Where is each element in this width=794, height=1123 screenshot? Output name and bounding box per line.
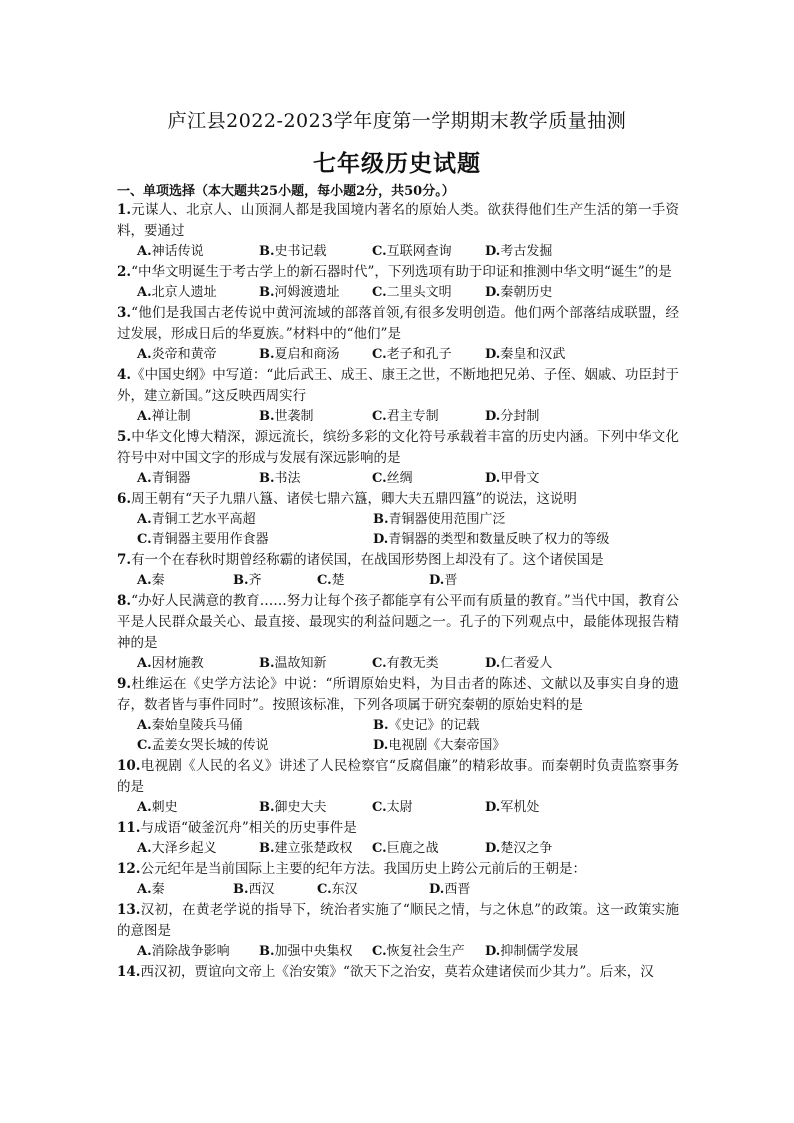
answer-option[interactable] <box>137 345 217 365</box>
answer-option[interactable] <box>259 242 327 262</box>
question-stem: 汉初，在黄老学说的指导下，统治者实施了“顺民之情，与之休息”的政策。这一政策实施的意图是 <box>117 902 679 939</box>
option-letter: A. <box>137 285 152 300</box>
option-letter: C. <box>372 800 387 815</box>
question-item <box>117 365 679 427</box>
option-text: 秦皇和汉武 <box>500 347 566 362</box>
option-text: 晋 <box>444 573 458 588</box>
option-letter: B. <box>259 800 275 815</box>
option-text: 青铜工艺水平高超 <box>151 512 256 527</box>
option-row <box>117 242 679 262</box>
answer-option[interactable] <box>485 345 565 365</box>
answer-option[interactable] <box>485 283 552 303</box>
option-letter: A. <box>137 573 152 588</box>
answer-option[interactable] <box>373 736 505 756</box>
question-stem: 公元纪年是当前国际上主要的纪年方法。我国历史上跨公元前后的王朝是： <box>140 861 586 877</box>
option-text: 齐 <box>248 573 262 588</box>
answer-option[interactable] <box>259 942 353 962</box>
option-text: 秦始皇陵兵马俑 <box>151 718 243 733</box>
option-text: 分封制 <box>500 409 540 424</box>
answer-option[interactable] <box>372 469 413 489</box>
option-text: 楚汉之争 <box>500 841 553 856</box>
option-letter: A. <box>137 512 152 527</box>
option-text: 仁者爱人 <box>500 656 553 671</box>
option-letter: B. <box>259 471 275 486</box>
question-stem: 电视剧《人民的名义》讲述了人民检察官“反腐倡廉”的精彩故事。而秦朝时负责监察事务的是 <box>117 758 679 795</box>
option-letter: D. <box>373 532 389 547</box>
question-item <box>117 859 679 900</box>
answer-option[interactable] <box>373 530 609 550</box>
question-number: 14. <box>117 964 141 980</box>
answer-option[interactable] <box>317 880 358 900</box>
question-item <box>117 262 679 303</box>
answer-option[interactable] <box>233 880 275 900</box>
option-letter: A. <box>137 800 152 815</box>
question-stem: 中华文化博大精深，源远流长，缤纷多彩的文化符号承载着丰富的历史内涵。下列中华文化符号中对中国文字的形成与发展有深远影响的是 <box>117 429 679 466</box>
option-row <box>117 880 679 900</box>
question-stem: 与成语“破釜沉舟”相关的历史事件是 <box>140 820 357 836</box>
answer-option[interactable] <box>137 242 204 262</box>
option-letter: C. <box>317 573 332 588</box>
answer-option[interactable] <box>137 571 165 591</box>
option-letter: A. <box>137 244 152 259</box>
option-text: 太尉 <box>386 800 413 815</box>
answer-option[interactable] <box>259 345 340 365</box>
option-text: 互联网查询 <box>386 244 452 259</box>
option-row <box>117 345 679 365</box>
question-stem: “中华文明诞生于考古学上的新石器时代”，下列选项有助于印证和推测中华文明“诞生”的是 <box>131 264 672 280</box>
option-text: 消除战争影响 <box>151 944 230 959</box>
question-text <box>117 427 679 469</box>
option-text: 东汉 <box>331 882 358 897</box>
option-text: 史书记载 <box>274 244 327 259</box>
question-number: 12. <box>117 861 141 877</box>
option-row <box>117 654 679 674</box>
option-text: 北京人遗址 <box>151 285 217 300</box>
option-text: 甲骨文 <box>500 471 540 486</box>
option-row <box>117 716 679 736</box>
option-text: 青铜器使用范围广泛 <box>388 512 506 527</box>
option-letter: D. <box>485 841 501 856</box>
question-stem: 元谋人、北京人、山顶洞人都是我国境内著名的原始人类。欲获得他们生产生活的第一手资料，要通过 <box>117 202 679 239</box>
answer-option[interactable] <box>259 469 301 489</box>
question-text <box>117 674 679 716</box>
answer-option[interactable] <box>372 654 439 674</box>
question-item <box>117 818 679 859</box>
answer-option[interactable] <box>373 716 480 736</box>
option-text: 大泽乡起义 <box>151 841 217 856</box>
option-letter: B. <box>259 409 275 424</box>
answer-option[interactable] <box>259 407 314 427</box>
option-text: 抑制儒学发展 <box>500 944 579 959</box>
answer-option[interactable] <box>137 469 191 489</box>
option-letter: D. <box>485 244 501 259</box>
option-letter: C. <box>372 409 387 424</box>
question-text <box>117 591 679 654</box>
question-text <box>117 489 679 510</box>
option-letter: A. <box>137 882 152 897</box>
exam-title: 庐江县2022-2023学年度第一学期期末教学质量抽测 <box>167 110 627 132</box>
answer-option[interactable] <box>372 407 439 427</box>
answer-option[interactable] <box>372 345 452 365</box>
answer-option[interactable] <box>137 942 230 962</box>
option-text: 西晋 <box>444 882 471 897</box>
question-stem: “办好人民满意的教育……努力让每个孩子都能享有公平而有质量的教育。”当代中国，教育公平是人民群众最关心、最直接、最现实的利益问题之一。孔子的下列观点中，最能体现报告精神的是 <box>117 593 679 651</box>
option-letter: A. <box>137 841 152 856</box>
option-letter: D. <box>429 573 445 588</box>
option-text: 秦 <box>151 573 165 588</box>
question-item <box>117 303 679 365</box>
option-text: 恢复社会生产 <box>386 944 465 959</box>
answer-option[interactable] <box>137 798 178 818</box>
option-text: 秦 <box>151 882 165 897</box>
option-text: 加强中央集权 <box>274 944 353 959</box>
answer-option[interactable] <box>372 839 439 859</box>
question-stem: 《中国史纲》中写道：“此后武王、成王、康王之世，不断地把兄弟、子侄、姻戚、功臣封于外，建立新国。”这反映西周实行 <box>117 367 679 404</box>
answer-option[interactable] <box>233 571 262 591</box>
question-text <box>117 262 679 283</box>
exam-subtitle: 七年级历史试题 <box>313 150 481 177</box>
option-letter: B. <box>259 285 275 300</box>
question-number: 11. <box>117 820 141 836</box>
question-number: 9. <box>117 676 132 692</box>
question-item <box>117 591 679 674</box>
option-letter: C. <box>372 347 387 362</box>
option-text: 巨鹿之战 <box>386 841 439 856</box>
question-text <box>117 550 679 571</box>
option-letter: C. <box>137 532 152 547</box>
question-number: 3. <box>117 305 132 321</box>
answer-option[interactable] <box>137 736 269 756</box>
question-number: 2. <box>117 264 132 280</box>
option-text: 书法 <box>274 471 301 486</box>
answer-option[interactable] <box>137 654 204 674</box>
question-item <box>117 550 679 591</box>
option-row <box>117 283 679 303</box>
section-heading: 一、单项选择（本大题共25小题，每小题2分，共50分。） <box>117 184 455 199</box>
answer-option[interactable] <box>429 571 457 591</box>
option-text: 禅让制 <box>151 409 191 424</box>
answer-option[interactable] <box>485 407 539 427</box>
question-item <box>117 427 679 489</box>
option-letter: D. <box>485 944 501 959</box>
answer-option[interactable] <box>259 654 327 674</box>
option-text: 丝绸 <box>386 471 413 486</box>
answer-option[interactable] <box>317 571 345 591</box>
question-text <box>117 900 679 942</box>
option-letter: D. <box>485 347 501 362</box>
option-text: 建立张楚政权 <box>274 841 353 856</box>
option-letter: D. <box>485 800 501 815</box>
answer-option[interactable] <box>259 839 353 859</box>
option-row <box>117 469 679 489</box>
option-letter: D. <box>485 471 501 486</box>
option-text: 《史记》的记载 <box>388 718 480 733</box>
answer-option[interactable] <box>137 839 217 859</box>
option-text: 青铜器的类型和数量反映了权力的等级 <box>388 532 610 547</box>
option-letter: B. <box>259 244 275 259</box>
question-number: 13. <box>117 902 141 918</box>
option-text: 青铜器主要用作食器 <box>151 532 269 547</box>
option-letter: A. <box>137 656 152 671</box>
option-letter: C. <box>372 285 387 300</box>
option-text: 河姆渡遗址 <box>274 285 340 300</box>
option-row <box>117 530 679 550</box>
question-number: 1. <box>117 202 132 218</box>
option-text: 西汉 <box>248 882 275 897</box>
option-text: 考古发掘 <box>500 244 553 259</box>
answer-option[interactable] <box>372 283 452 303</box>
answer-option[interactable] <box>137 530 269 550</box>
answer-option[interactable] <box>372 242 452 262</box>
option-letter: A. <box>137 718 152 733</box>
answer-option[interactable] <box>259 283 340 303</box>
answer-option[interactable] <box>485 469 539 489</box>
question-text <box>117 365 679 407</box>
question-stem: 西汉初，贾谊向文帝上《治安策》“欲天下之治安，莫若众建诸侯而少其力”。后来，汉 <box>140 964 654 980</box>
answer-option[interactable] <box>372 798 413 818</box>
option-letter: C. <box>372 656 387 671</box>
question-number: 6. <box>117 491 132 507</box>
option-row <box>117 510 679 530</box>
question-text <box>117 962 679 983</box>
option-letter: B. <box>233 882 249 897</box>
option-text: 炎帝和黄帝 <box>151 347 217 362</box>
question-item <box>117 489 679 550</box>
question-stem: 有一个在春秋时期曾经称霸的诸侯国，在战国形势图上却没有了。这个诸侯国是 <box>131 552 604 568</box>
option-letter: D. <box>485 656 501 671</box>
option-text: 青铜器 <box>151 471 191 486</box>
option-letter: B. <box>233 573 249 588</box>
option-text: 有教无类 <box>386 656 439 671</box>
question-text <box>117 818 679 839</box>
option-text: 世袭制 <box>274 409 314 424</box>
option-text: 老子和孔子 <box>386 347 452 362</box>
option-letter: C. <box>372 471 387 486</box>
question-stem: 周王朝有“天子九鼎八簋、诸侯七鼎六簋，卿大夫五鼎四簋”的说法，这说明 <box>131 491 577 507</box>
option-letter: C. <box>317 882 332 897</box>
question-number: 7. <box>117 552 132 568</box>
option-letter: C. <box>372 944 387 959</box>
answer-option[interactable] <box>485 654 552 674</box>
option-letter: B. <box>259 944 275 959</box>
option-letter: C. <box>372 841 387 856</box>
option-row <box>117 839 679 859</box>
option-row <box>117 571 679 591</box>
option-row <box>117 736 679 756</box>
option-letter: B. <box>259 841 275 856</box>
option-letter: D. <box>429 882 445 897</box>
answer-option[interactable] <box>485 798 539 818</box>
answer-option[interactable] <box>137 407 191 427</box>
answer-option[interactable] <box>429 880 470 900</box>
question-number: 10. <box>117 758 141 774</box>
option-text: 神话传说 <box>151 244 204 259</box>
option-text: 电视剧《大秦帝国》 <box>388 738 506 753</box>
question-item <box>117 756 679 818</box>
option-text: 军机处 <box>500 800 540 815</box>
option-letter: C. <box>137 738 152 753</box>
option-letter: A. <box>137 409 152 424</box>
answer-option[interactable] <box>259 798 327 818</box>
option-text: 夏启和商汤 <box>274 347 340 362</box>
question-item <box>117 200 679 262</box>
answer-option[interactable] <box>485 839 552 859</box>
answer-option[interactable] <box>485 242 552 262</box>
option-text: 温故知新 <box>274 656 327 671</box>
answer-option[interactable] <box>137 283 217 303</box>
question-text <box>117 859 679 880</box>
option-letter: B. <box>259 347 275 362</box>
option-text: 秦朝历史 <box>500 285 553 300</box>
question-stem: “他们是我国古老传说中黄河流域的部落首领,有很多发明创造。他们两个部落结成联盟，经过发展，形成日后的华夏族。”材料中的“他们”是 <box>117 305 679 342</box>
question-number: 8. <box>117 593 132 609</box>
question-number: 5. <box>117 429 132 445</box>
option-letter: A. <box>137 471 152 486</box>
option-letter: D. <box>485 285 501 300</box>
question-list <box>117 200 679 983</box>
option-letter: B. <box>373 512 389 527</box>
option-letter: B. <box>259 656 275 671</box>
option-text: 孟姜女哭长城的传说 <box>151 738 269 753</box>
option-letter: A. <box>137 347 152 362</box>
question-text <box>117 303 679 345</box>
question-item <box>117 900 679 962</box>
question-text <box>117 756 679 798</box>
answer-option[interactable] <box>137 716 243 736</box>
question-item <box>117 674 679 756</box>
option-row <box>117 942 679 962</box>
answer-option[interactable] <box>485 942 578 962</box>
option-text: 二里头文明 <box>386 285 452 300</box>
option-letter: B. <box>373 718 389 733</box>
answer-option[interactable] <box>373 510 506 530</box>
question-text <box>117 200 679 242</box>
question-item <box>117 962 679 983</box>
option-row <box>117 798 679 818</box>
option-text: 刺史 <box>151 800 178 815</box>
answer-option[interactable] <box>137 880 165 900</box>
option-text: 君主专制 <box>386 409 439 424</box>
option-text: 楚 <box>331 573 345 588</box>
question-stem: 杜维运在《史学方法论》中说：“所谓原始史料，为目击者的陈述、文献以及事实自身的遗存，数者皆与事件同时”。按照该标准，下列各项属于研究秦朝的原始史料的是 <box>117 676 679 713</box>
option-letter: A. <box>137 944 152 959</box>
option-text: 御史大夫 <box>274 800 327 815</box>
option-text: 因材施教 <box>151 656 204 671</box>
option-row <box>117 407 679 427</box>
option-letter: D. <box>485 409 501 424</box>
option-letter: C. <box>372 244 387 259</box>
question-number: 4. <box>117 367 132 383</box>
answer-option[interactable] <box>372 942 465 962</box>
answer-option[interactable] <box>137 510 256 530</box>
option-letter: D. <box>373 738 389 753</box>
